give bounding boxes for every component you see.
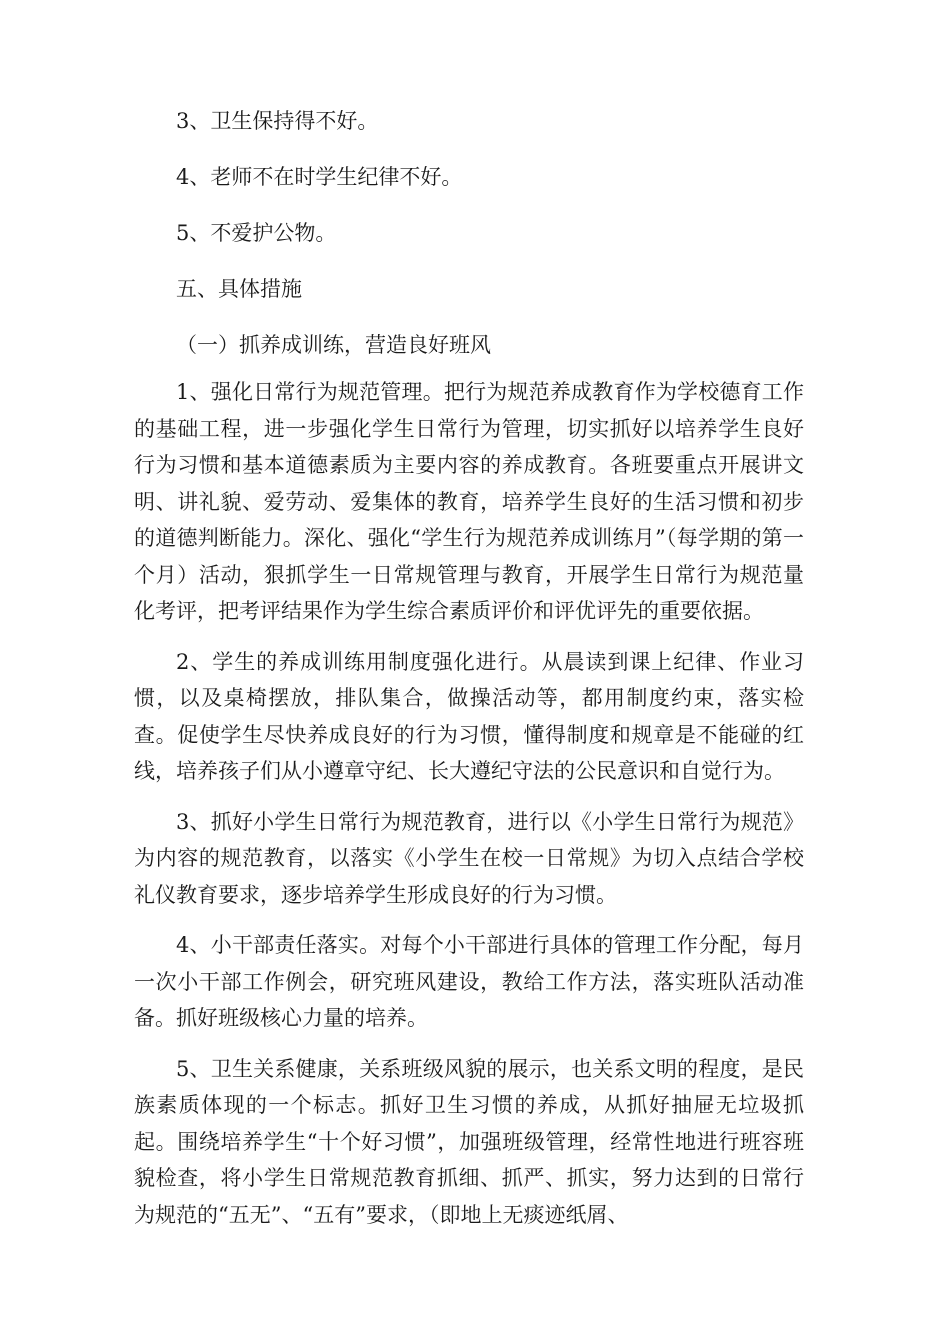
section-heading: 五、具体措施: [176, 277, 302, 301]
paragraph-4: 4、小干部责任落实。对每个小干部进行具体的管理工作分配，每月一次小干部工作例会，研究班风建设，教给工作方法，落实班队活动准备。抓好班级核心力量的培养。: [134, 933, 804, 1030]
paragraph-5: 5、卫生关系健康，关系班级风貌的展示，也关系文明的程度，是民族素质体现的一个标志。抓好卫生习惯的养成，从抓好抽屉无垃圾抓起。围绕培养学生“十个好习惯”，加强班级管理，经常性地进行班容班貌检查，将小学生日常规范教育抓细、抓严、抓实，努力达到的日常行为规范的“五无”、“五有”要求，（即地上无痰迹纸屑、: [134, 1056, 804, 1227]
paragraph-1: 1、强化日常行为规范管理。把行为规范养成教育作为学校德育工作的基础工程，进一步强化学生日常行为管理，切实抓好以培养学生良好行为习惯和基本道德素质为主要内容的养成教育。各班要重点开展讲文明、讲礼貌、爱劳动、爱集体的教育，培养学生良好的生活习惯和初步的道德判断能力。深化、强化“学生行为规范养成训练月”（每学期的第一个月）活动，狠抓学生一日常规管理与教育，开展学生日常行为规范量化考评，把考评结果作为学生综合素质评价和评优评先的重要依据。: [134, 380, 804, 623]
list-item-public-property: 5、不爱护公物。: [176, 221, 337, 245]
paragraph-3: 3、抓好小学生日常行为规范教育，进行以《小学生日常行为规范》为内容的规范教育，以落实《小学生在校一日常规》为切入点结合学校礼仪教育要求，逐步培养学生形成良好的行为习惯。: [134, 809, 804, 907]
list-item-hygiene: 3、卫生保持得不好。: [176, 109, 379, 133]
subsection-heading: （一）抓养成训练，营造良好班风: [176, 333, 491, 357]
paragraph-2: 2、学生的养成训练用制度强化进行。从晨读到课上纪律、作业习惯，以及桌椅摆放，排队集合，做操活动等，都用制度约束，落实检查。促使学生尽快养成良好的行为习惯，懂得制度和规章是不能碰的红线，培养孩子们从小遵章守纪、长大遵纪守法的公民意识和自觉行为。: [134, 649, 804, 783]
list-item-discipline: 4、老师不在时学生纪律不好。: [176, 165, 463, 189]
document-body: [134, 100, 804, 1247]
